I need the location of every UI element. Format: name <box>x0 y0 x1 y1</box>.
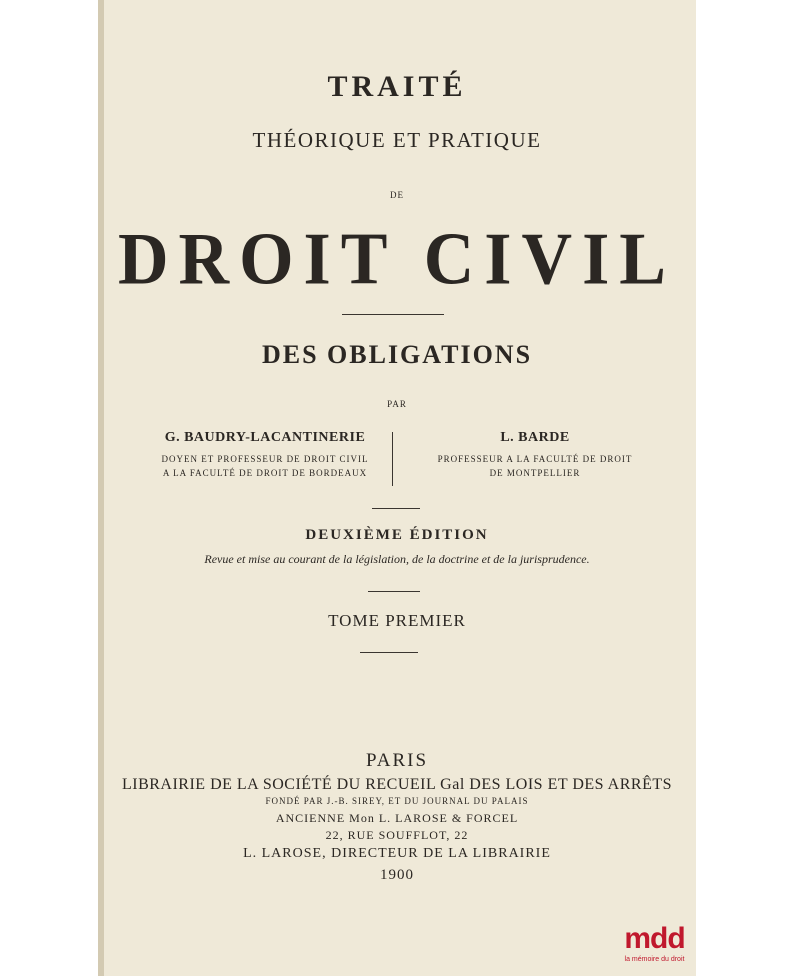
edition-label: DEUXIÈME ÉDITION <box>305 527 489 543</box>
author-separator <box>392 432 393 486</box>
author-title: DOYEN ET PROFESSEUR DE DROIT CIVIL <box>161 454 369 464</box>
publication-year: 1900 <box>380 867 414 883</box>
logo-wordmark: mdd <box>624 922 685 955</box>
edition-note: Revue et mise au courant de la législation, de la doctrine et de la jurisprudence. <box>204 552 590 566</box>
author-title: DE MONTPELLIER <box>489 468 581 478</box>
divider-rule <box>372 508 420 509</box>
author-title: A LA FACULTÉ DE DROIT DE BORDEAUX <box>162 468 368 478</box>
subject-heading: DES OBLIGATIONS <box>261 340 533 369</box>
divider-rule <box>360 652 418 653</box>
by-label: PAR <box>387 399 407 409</box>
publisher-address: 22, RUE SOUFFLOT, 22 <box>325 828 469 842</box>
publisher-city: PARIS <box>365 750 429 771</box>
author-name: G. BAUDRY-LACANTINERIE <box>164 430 366 445</box>
mdd-logo <box>617 924 692 968</box>
divider-rule <box>342 314 444 315</box>
title-subtitle: THÉORIQUE ET PRATIQUE <box>252 128 542 152</box>
authors-block <box>130 430 670 490</box>
title-traite: TRAITÉ <box>327 70 467 103</box>
title-de: DE <box>390 190 404 200</box>
author-title: PROFESSEUR A LA FACULTÉ DE DROIT <box>437 454 633 464</box>
title-main: DROIT CIVIL <box>118 218 676 301</box>
publisher-director: L. LAROSE, DIRECTEUR DE LA LIBRAIRIE <box>243 846 551 861</box>
publisher-former: ANCIENNE Mon L. LAROSE & FORCEL <box>275 811 519 825</box>
publisher-founded: FONDÉ PAR J.-B. SIREY, ET DU JOURNAL DU PALAIS <box>265 796 529 806</box>
author-right <box>405 430 665 480</box>
volume-label: TOME PREMIER <box>328 611 466 630</box>
divider-rule <box>368 591 420 592</box>
logo-tagline: la mémoire du droit <box>624 956 685 963</box>
author-left <box>130 430 400 480</box>
publisher-name: LIBRAIRIE DE LA SOCIÉTÉ DU RECUEIL Gal DES LOIS ET DES ARRÊTS <box>121 776 673 793</box>
author-name: L. BARDE <box>500 430 570 445</box>
